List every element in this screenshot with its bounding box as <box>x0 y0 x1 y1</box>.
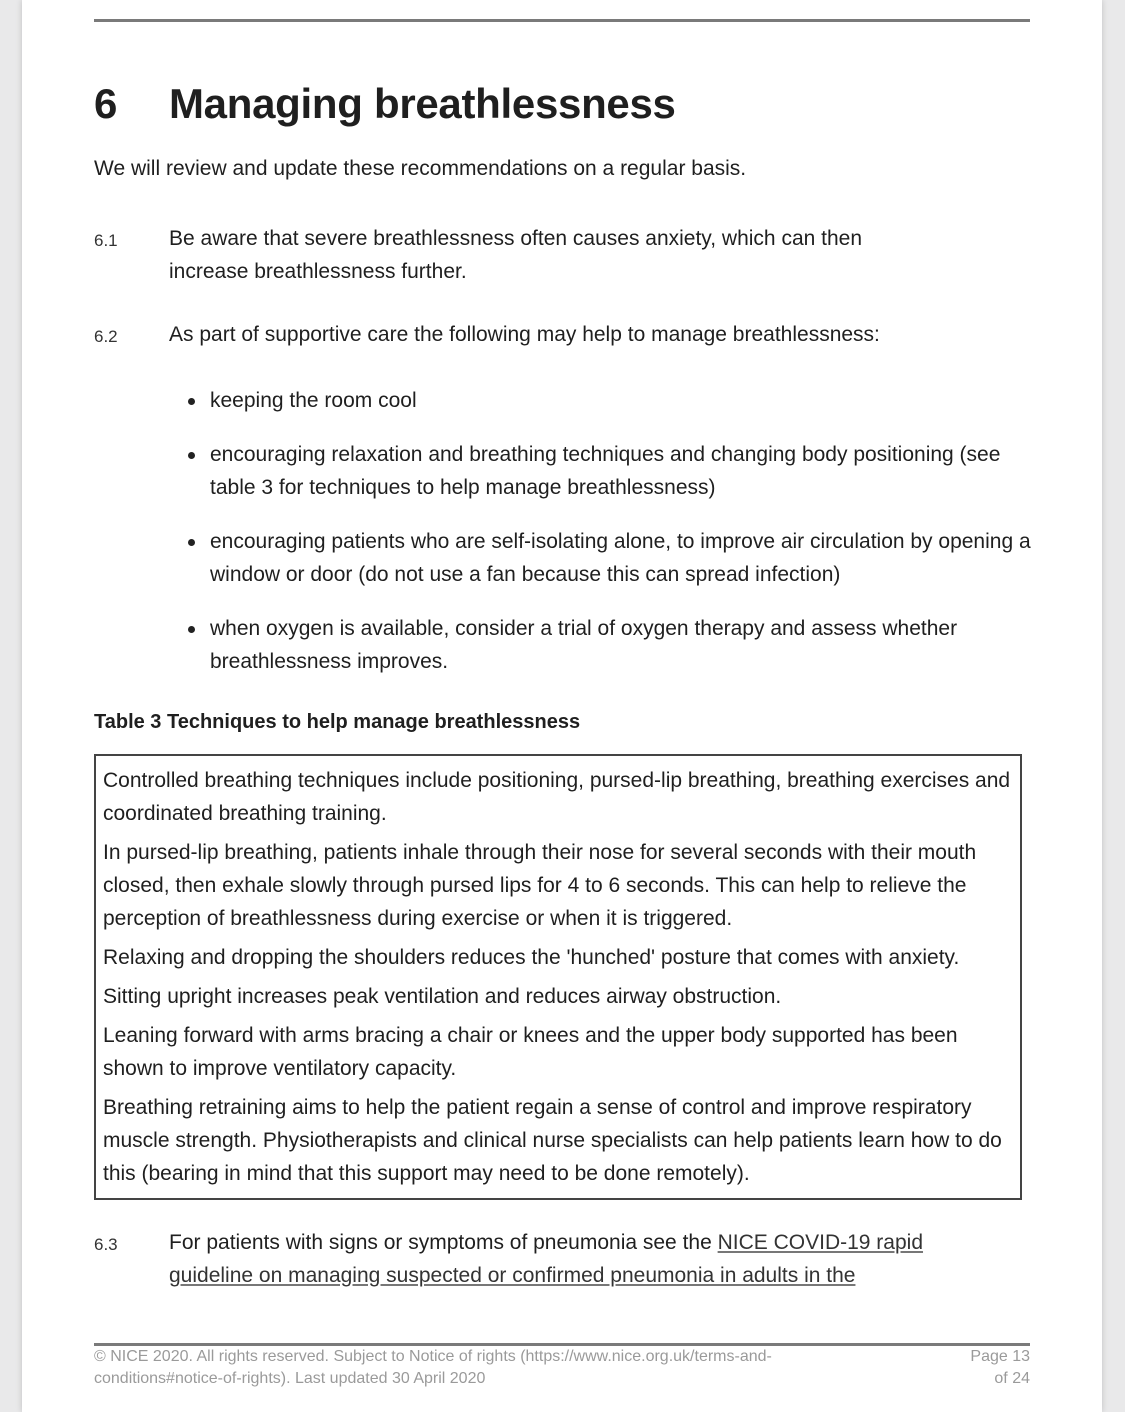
top-divider <box>94 19 1030 22</box>
table-row: Relaxing and dropping the shoulders reduces the 'hunched' posture that comes with anxiety. <box>103 946 960 969</box>
pneumonia-guideline-link[interactable]: NICE COVID-19 rapid guideline on managing suspected or confirmed pneumonia in adults in the <box>169 1231 924 1287</box>
list-item: when oxygen is available, consider a trial of oxygen therapy and assess whether breathlessness improves. <box>186 612 1036 678</box>
techniques-table <box>94 754 1022 1200</box>
recommendation-text: As part of supportive care the following may help to manage breathlessness: <box>169 323 880 346</box>
recommendation-text-prefix: For patients with signs or symptoms of pneumonia see the <box>169 1231 718 1254</box>
supportive-care-list <box>186 384 1036 699</box>
table-row: Breathing retraining aims to help the patient regain a sense of control and improve respiratory muscle strength. Physiotherapists and clinical nurse specialists can help patients learn how to do this (bearing in mind that this support may need to be done remotely). <box>103 1096 1002 1185</box>
table-caption: Table 3 Techniques to help manage breathlessness <box>94 711 581 733</box>
table-row: In pursed-lip breathing, patients inhale through their nose for several seconds with their mouth closed, then exhale slowly through pursed lips for 4 to 6 seconds. This can help to relieve the perception of breathlessness during exercise or when it is triggered. <box>103 841 977 930</box>
table-row: Sitting upright increases peak ventilation and reduces airway obstruction. <box>103 985 782 1008</box>
page-number-line: Page 13 <box>970 1348 1030 1365</box>
recommendation-text <box>169 1226 929 1292</box>
list-item: keeping the room cool <box>186 384 1036 417</box>
recommendation-number: 6.1 <box>94 231 118 250</box>
list-item: encouraging patients who are self-isolating alone, to improve air circulation by opening a window or door (do not use a fan because this can spread infection) <box>186 525 1036 591</box>
list-item: encouraging relaxation and breathing techniques and changing body positioning (see table 3 for techniques to help manage breathlessness) <box>186 438 1036 504</box>
section-title: Managing breathlessness <box>169 80 676 127</box>
recommendation-number: 6.3 <box>94 1235 118 1254</box>
table-row: Leaning forward with arms bracing a chair or knees and the upper body supported has been shown to improve ventilatory capacity. <box>103 1024 958 1080</box>
table-row: Controlled breathing techniques include positioning, pursed-lip breathing, breathing exercises and coordinated breathing training. <box>103 769 1011 825</box>
footer-copyright: © NICE 2020. All rights reserved. Subject to Notice of rights (https://www.nice.org.uk/terms-and-conditions#notice-of-rights). Last updated 30 April 2020 <box>94 1348 772 1387</box>
section-number: 6 <box>94 80 118 127</box>
document-page <box>22 0 1102 1412</box>
recommendation-text: Be aware that severe breathlessness often causes anxiety, which can then increase breathlessness further. <box>169 227 863 283</box>
footer-page-number <box>930 1346 1030 1390</box>
recommendation-number: 6.2 <box>94 327 118 346</box>
section-intro: We will review and update these recommendations on a regular basis. <box>94 157 747 180</box>
page-count-line: of 24 <box>994 1370 1030 1387</box>
